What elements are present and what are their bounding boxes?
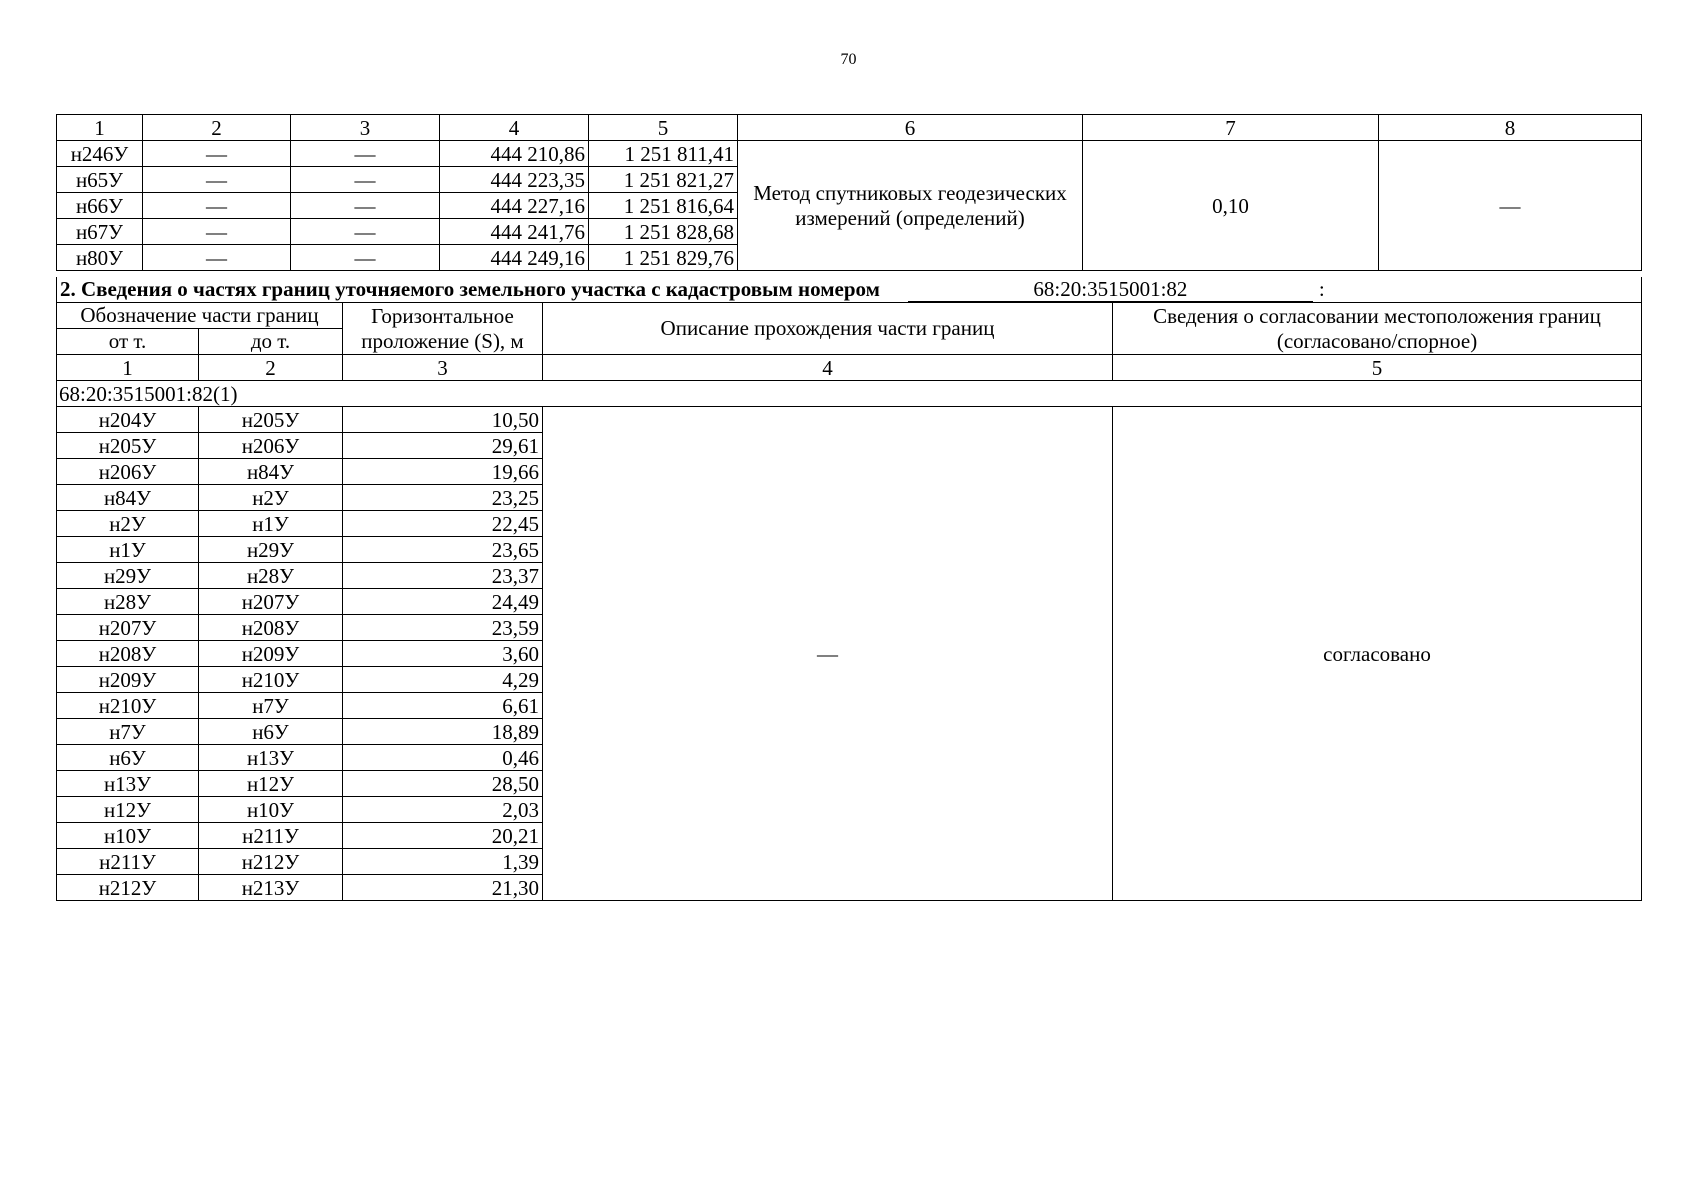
from-point: н6У	[57, 745, 199, 771]
cell: —	[143, 193, 291, 219]
horizontal-distance: 23,65	[343, 537, 543, 563]
from-point: н13У	[57, 771, 199, 797]
header-row	[57, 303, 1642, 329]
cell: —	[143, 167, 291, 193]
to-point: н212У	[199, 849, 343, 875]
horizontal-distance: 10,50	[343, 407, 543, 433]
col-header: 3	[291, 115, 440, 141]
col-number: 4	[543, 355, 1113, 381]
to-point: н211У	[199, 823, 343, 849]
from-header: от т.	[57, 329, 199, 355]
to-point: н7У	[199, 693, 343, 719]
col-header: 7	[1083, 115, 1379, 141]
cell: —	[291, 245, 440, 271]
col-header: 5	[589, 115, 738, 141]
col-number: 3	[343, 355, 543, 381]
to-point: н206У	[199, 433, 343, 459]
section-title-text: 2. Сведения о частях границ уточняемого земельного участка с кадастровым номером	[60, 277, 880, 301]
from-point: н28У	[57, 589, 199, 615]
title-suffix: :	[1318, 277, 1325, 301]
to-header: до т.	[199, 329, 343, 355]
horizontal-distance: 6,61	[343, 693, 543, 719]
to-point: н10У	[199, 797, 343, 823]
part-label-row	[57, 381, 1642, 407]
horizontal-distance: 2,03	[343, 797, 543, 823]
x-coord: 444 210,86	[440, 141, 589, 167]
horizontal-distance: 1,39	[343, 849, 543, 875]
to-point: н1У	[199, 511, 343, 537]
from-point: н209У	[57, 667, 199, 693]
col-header: 2	[143, 115, 291, 141]
to-point: н13У	[199, 745, 343, 771]
col-number: 5	[1113, 355, 1642, 381]
horizontal-header: Горизонтальное проложение (S), м	[343, 303, 543, 355]
horizontal-distance: 28,50	[343, 771, 543, 797]
col-number: 1	[57, 355, 199, 381]
from-point: н1У	[57, 537, 199, 563]
from-point: н204У	[57, 407, 199, 433]
agreement-cell: согласовано	[1113, 407, 1642, 901]
from-point: н205У	[57, 433, 199, 459]
point-name: н65У	[57, 167, 143, 193]
y-coord: 1 251 828,68	[589, 219, 738, 245]
from-point: н7У	[57, 719, 199, 745]
x-coord: 444 241,76	[440, 219, 589, 245]
y-coord: 1 251 821,27	[589, 167, 738, 193]
coordinates-table	[56, 114, 1642, 271]
description-header: Описание прохождения части границ	[543, 303, 1113, 355]
from-point: н211У	[57, 849, 199, 875]
point-name: н246У	[57, 141, 143, 167]
horizontal-distance: 29,61	[343, 433, 543, 459]
boundary-parts-table	[56, 277, 1642, 901]
point-name: н66У	[57, 193, 143, 219]
y-coord: 1 251 816,64	[589, 193, 738, 219]
col-number: 2	[199, 355, 343, 381]
to-point: н6У	[199, 719, 343, 745]
cell: —	[143, 219, 291, 245]
from-point: н10У	[57, 823, 199, 849]
col8-cell: —	[1379, 141, 1642, 271]
horizontal-distance: 20,21	[343, 823, 543, 849]
horizontal-distance: 4,29	[343, 667, 543, 693]
from-point: н207У	[57, 615, 199, 641]
to-point: н210У	[199, 667, 343, 693]
horizontal-distance: 19,66	[343, 459, 543, 485]
to-point: н84У	[199, 459, 343, 485]
accuracy-cell: 0,10	[1083, 141, 1379, 271]
designation-header: Обозначение части границ	[57, 303, 343, 329]
cell: —	[143, 245, 291, 271]
to-point: н2У	[199, 485, 343, 511]
to-point: н205У	[199, 407, 343, 433]
part-label: 68:20:3515001:82(1)	[57, 381, 1642, 407]
from-point: н208У	[57, 641, 199, 667]
horizontal-distance: 23,59	[343, 615, 543, 641]
to-point: н207У	[199, 589, 343, 615]
to-point: н208У	[199, 615, 343, 641]
horizontal-distance: 3,60	[343, 641, 543, 667]
number-row	[57, 355, 1642, 381]
from-point: н84У	[57, 485, 199, 511]
section-title	[57, 277, 1642, 303]
horizontal-distance: 23,37	[343, 563, 543, 589]
cell: —	[291, 167, 440, 193]
y-coord: 1 251 811,41	[589, 141, 738, 167]
from-point: н2У	[57, 511, 199, 537]
x-coord: 444 249,16	[440, 245, 589, 271]
method-cell: Метод спутниковых геодезических измерений (определений)	[738, 141, 1083, 271]
col-header: 8	[1379, 115, 1642, 141]
to-point: н12У	[199, 771, 343, 797]
from-point: н29У	[57, 563, 199, 589]
horizontal-distance: 22,45	[343, 511, 543, 537]
point-name: н80У	[57, 245, 143, 271]
from-point: н210У	[57, 693, 199, 719]
horizontal-distance: 0,46	[343, 745, 543, 771]
from-point: н12У	[57, 797, 199, 823]
from-point: н206У	[57, 459, 199, 485]
to-point: н209У	[199, 641, 343, 667]
cell: —	[291, 219, 440, 245]
cell: —	[291, 193, 440, 219]
description-cell: —	[543, 407, 1113, 901]
col-header: 4	[440, 115, 589, 141]
cell: —	[291, 141, 440, 167]
to-point: н29У	[199, 537, 343, 563]
x-coord: 444 223,35	[440, 167, 589, 193]
cell: —	[143, 141, 291, 167]
x-coord: 444 227,16	[440, 193, 589, 219]
horizontal-distance: 21,30	[343, 875, 543, 901]
horizontal-distance: 18,89	[343, 719, 543, 745]
horizontal-distance: 24,49	[343, 589, 543, 615]
to-point: н213У	[199, 875, 343, 901]
from-point: н212У	[57, 875, 199, 901]
table1-header-row	[57, 115, 1642, 141]
section-title-row	[57, 277, 1642, 303]
col-header: 6	[738, 115, 1083, 141]
page-number: 70	[840, 51, 857, 68]
col-header: 1	[57, 115, 143, 141]
point-name: н67У	[57, 219, 143, 245]
y-coord: 1 251 829,76	[589, 245, 738, 271]
agreement-header: Сведения о согласовании местоположения границ (согласовано/спорное)	[1113, 303, 1642, 355]
table-row	[57, 407, 1642, 433]
horizontal-distance: 23,25	[343, 485, 543, 511]
cadastral-number: 68:20:3515001:82	[908, 277, 1313, 302]
to-point: н28У	[199, 563, 343, 589]
table-row	[57, 141, 1642, 167]
